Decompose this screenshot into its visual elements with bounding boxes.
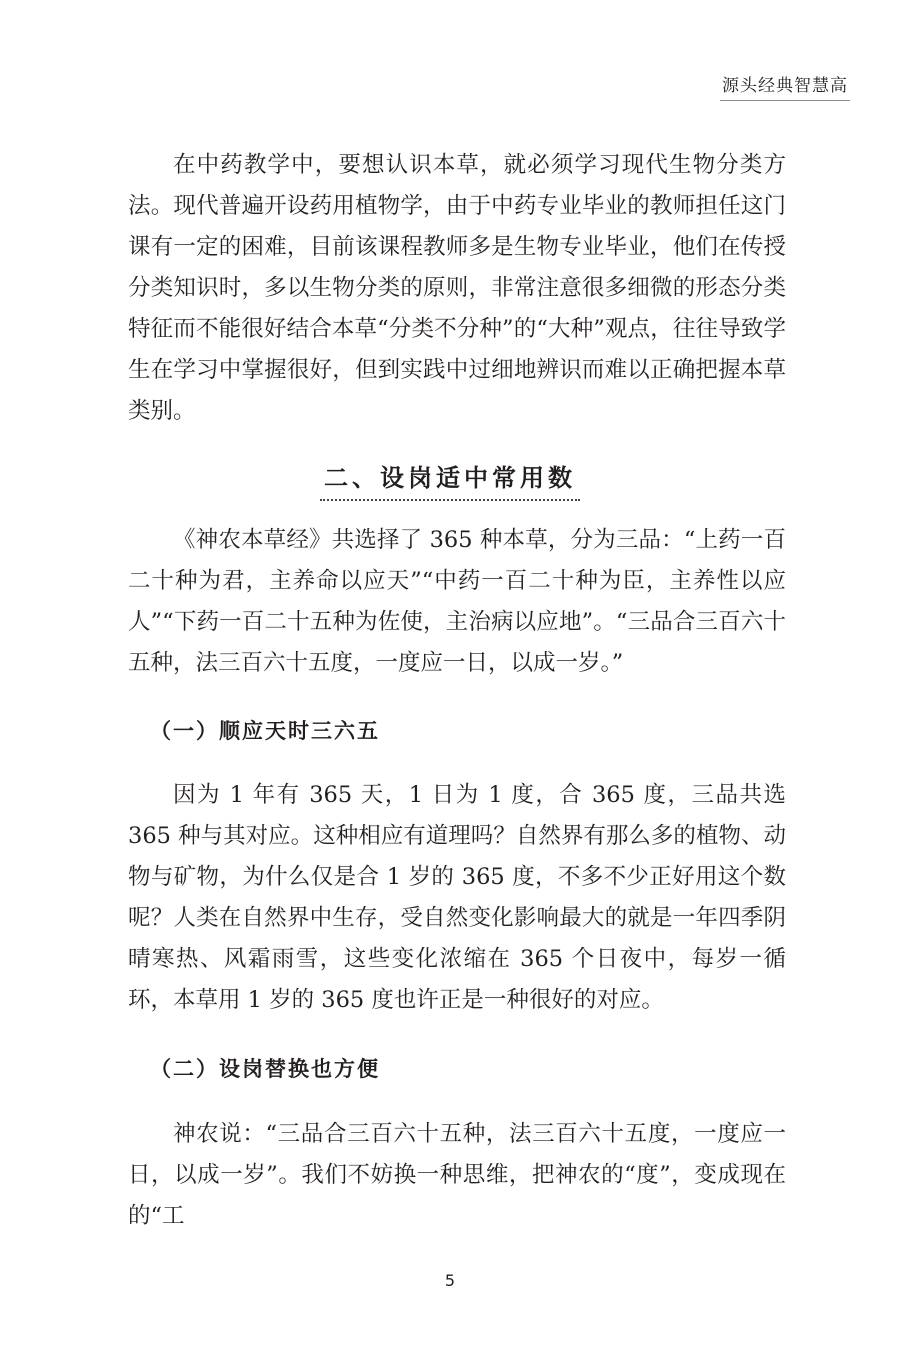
subsection-1-paragraph: 因为 1 年有 365 天，1 日为 1 度，合 365 度，三品共选 365 种与其对应。这种相应有道理吗？自然界有那么多的植物、动物与矿物，为什么仅是合 1 岁的 365 度，不多不少正好用这个数呢？人类在自然界中生存，受自然变化影响最大的就是一年四季阴晴寒热、风霜雨雪，这些变化浓缩在 365 个日夜中，每岁一循环，本草用 1 岁的 365 度也许正是一种很好的对应。 bbox=[128, 782, 786, 1013]
header-divider bbox=[720, 100, 850, 101]
section-heading bbox=[0, 458, 900, 501]
page-number: 5 bbox=[444, 1271, 456, 1290]
subsection-2-heading: （二）设岗替换也方便 bbox=[150, 1057, 380, 1081]
running-header-title: 源头经典智慧高 bbox=[722, 76, 848, 96]
subsection-1-heading: （一）顺应天时三六五 bbox=[150, 719, 380, 743]
intro-paragraph: 在中药教学中，要想认识本草，就必须学习现代生物分类方法。现代普遍开设药用植物学，由于中药专业毕业的教师担任这门课有一定的困难，目前该课程教师多是生物专业毕业，他们在传授分类知识时，多以生物分类的原则，非常注意很多细微的形态分类特征而不能很好结合本草“分类不分种”的“大种”观点，往往导致学生在学习中掌握很好，但到实践中过细地辨识而难以正确把握本草类别。 bbox=[128, 152, 786, 424]
section-heading-text: 二、设岗适中常用数 bbox=[320, 458, 580, 501]
subsection-2-paragraph: 神农说：“三品合三百六十五种，法三百六十五度，一度应一日，以成一岁”。我们不妨换一种思维，把神农的“度”，变成现在的“工 bbox=[128, 1121, 786, 1229]
section-paragraph: 《神农本草经》共选择了 365 种本草，分为三品：“上药一百二十种为君，主养命以应天”“中药一百二十种为臣，主养性以应人”“下药一百二十五种为佐使，主治病以应地”。“三品合三百六十五种，法三百六十五度，一度应一日，以成一岁。” bbox=[128, 527, 786, 676]
